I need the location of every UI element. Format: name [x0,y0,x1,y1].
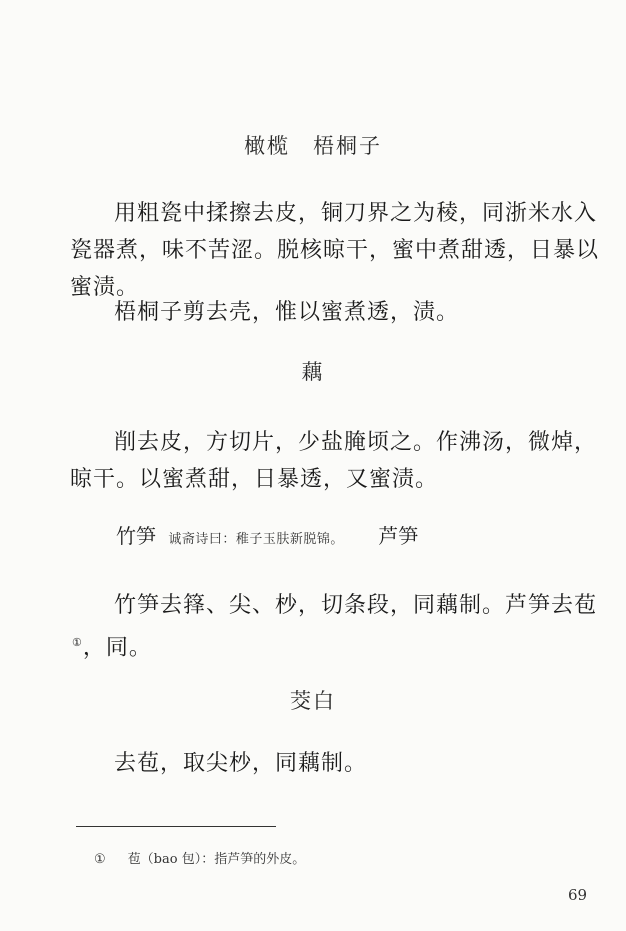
section-title-olive-parasol: 橄榄 梧桐子 [244,134,382,158]
bamboo-shoot-paragraph [70,587,615,666]
bamboo-shoot-title: 竹笋 [116,524,156,548]
parasol-seed-paragraph: 梧桐子剪去壳，惟以蜜煮透，渍。 [114,300,460,325]
section-title-bamboo-shoot [116,520,418,549]
footnote-marker: ① [94,852,106,867]
footnote-divider [76,826,276,827]
water-bamboo-paragraph: 去苞，取尖杪，同藕制。 [114,751,368,776]
bamboo-shoot-text-end: ，同。 [82,635,152,661]
bamboo-shoot-poem-note: 诚斋诗曰：稚子玉肤新脱锦。 [168,532,344,547]
footnote [94,848,305,867]
footnote-reference[interactable]: ① [72,636,83,649]
page-number: 69 [568,886,588,904]
olive-paragraph: 用粗瓷中揉擦去皮，铜刀界之为稜，同浙米水入瓷器煮，味不苦涩。脱核晾干，蜜中煮甜透，日暴以蜜渍。 [70,201,600,300]
reed-shoot-title: 芦笋 [378,524,419,548]
section-title-lotus-root: 藕 [301,360,325,384]
footnote-text: 苞（bao 包）：指芦笋的外皮。 [127,852,306,867]
lotus-root-paragraph: 削去皮，方切片，少盐腌顷之。作沸汤，微焯，晾干。以蜜煮甜，日暴透，又蜜渍。 [70,430,598,492]
section-title-water-bamboo: 茭白 [290,689,336,713]
bamboo-shoot-text: 竹笋去箨、尖、杪，切条段，同藕制。芦笋去苞 [114,593,598,618]
